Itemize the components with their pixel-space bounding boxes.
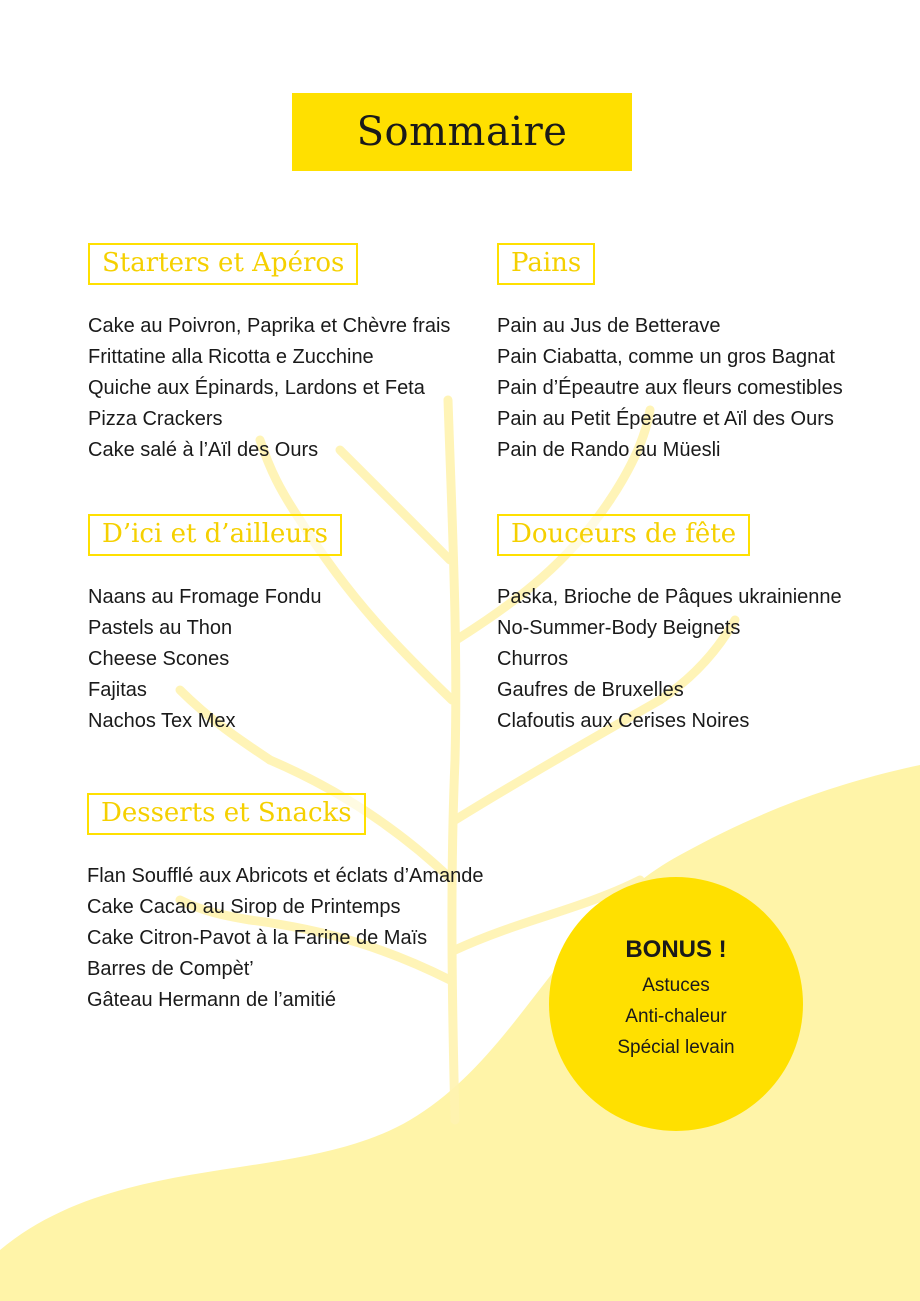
- list-item: Frittatine alla Ricotta e Zucchine: [88, 346, 374, 368]
- list-item: Cheese Scones: [88, 648, 230, 670]
- list-item: Cake au Poivron, Paprika et Chèvre frais: [88, 315, 451, 337]
- section-douceurs-de-fete: [497, 514, 842, 737]
- bonus-line: Spécial levain: [617, 1036, 735, 1058]
- list-item: Pain Ciabatta, comme un gros Bagnat: [497, 346, 835, 368]
- list-item: Quiche aux Épinards, Lardons et Feta: [88, 377, 425, 399]
- title-banner: [292, 93, 632, 171]
- bonus-line: Anti-chaleur: [625, 1005, 727, 1027]
- list-item: No-Summer-Body Beignets: [497, 617, 741, 639]
- list-item: Naans au Fromage Fondu: [88, 586, 322, 608]
- list-item: Barres de Compèt’: [87, 958, 254, 980]
- list-item: Churros: [497, 648, 569, 670]
- list-item: Flan Soufflé aux Abricots et éclats d’Amande: [87, 865, 484, 887]
- list-item: Fajitas: [88, 679, 147, 701]
- list-item: Pizza Crackers: [88, 408, 223, 430]
- list-item: Gâteau Hermann de l’amitié: [87, 989, 337, 1011]
- list-item: Pastels au Thon: [88, 617, 233, 639]
- list-item: Cake salé à l’Aïl des Ours: [88, 439, 319, 461]
- section-heading: Desserts et Snacks: [87, 793, 366, 835]
- list-item: Pain d’Épeautre aux fleurs comestibles: [497, 377, 843, 399]
- bonus-badge: [549, 877, 803, 1131]
- section-heading: D’ici et d’ailleurs: [88, 514, 342, 556]
- list-item: Gaufres de Bruxelles: [497, 679, 684, 701]
- list-item: Pain de Rando au Müesli: [497, 439, 721, 461]
- section-pains: [497, 243, 843, 466]
- section-dici-et-dailleurs: [88, 514, 342, 737]
- page-title: Sommaire: [356, 109, 568, 155]
- list-item: Cake Citron-Pavot à la Farine de Maïs: [87, 927, 428, 949]
- recipe-list: [497, 311, 843, 466]
- recipe-list: [88, 582, 342, 737]
- recipe-list: [497, 582, 842, 737]
- section-starters: [88, 243, 450, 466]
- list-item: Nachos Tex Mex: [88, 710, 236, 732]
- bonus-title: BONUS !: [625, 935, 727, 963]
- bonus-line: Astuces: [642, 974, 710, 996]
- list-item: Pain au Jus de Betterave: [497, 315, 721, 337]
- list-item: Paska, Brioche de Pâques ukrainienne: [497, 586, 842, 608]
- section-heading: Douceurs de fête: [497, 514, 750, 556]
- list-item: Pain au Petit Épeautre et Aïl des Ours: [497, 408, 834, 430]
- list-item: Cake Cacao au Sirop de Printemps: [87, 896, 401, 918]
- list-item: Clafoutis aux Cerises Noires: [497, 710, 750, 732]
- section-heading: Starters et Apéros: [88, 243, 358, 285]
- section-desserts-et-snacks: [87, 793, 484, 1016]
- recipe-list: [88, 311, 450, 466]
- recipe-list: [87, 861, 484, 1016]
- section-heading: Pains: [497, 243, 595, 285]
